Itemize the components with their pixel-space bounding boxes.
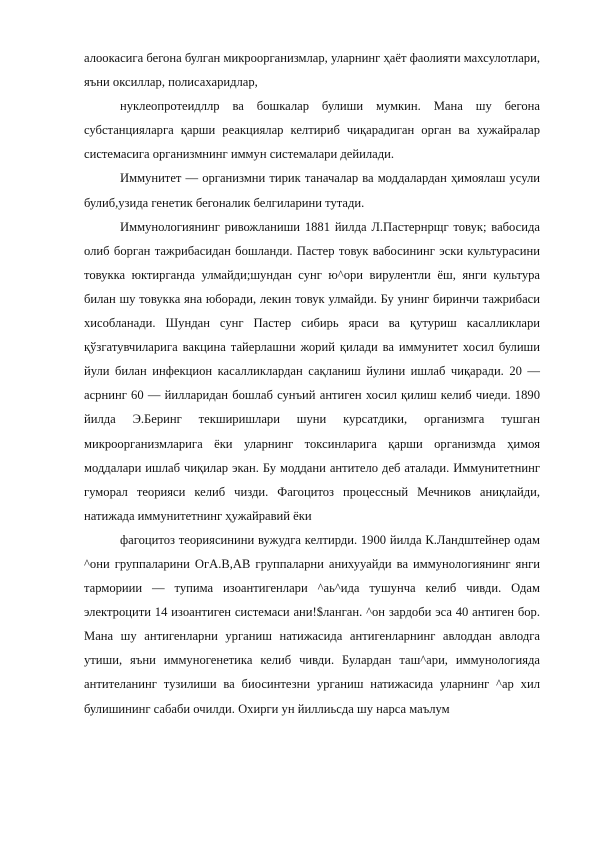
- paragraph-2: нуклеопротеидллр ва бошкалар булиши мумкин. Мана шу бегона субстанцияларга қарши реакциялар келтириб чиқарадиган орган ва хужайралар системасига организмнинг иммун системалари дейилади.: [84, 99, 540, 162]
- body-text: [84, 46, 540, 721]
- paragraph-3: Иммунитет — организмни тирик таначалар ва моддалардан ҳимоялаш усули булиб,узида генетик бегоналик белгиларини тутади.: [84, 171, 540, 210]
- paragraph-1: алоокасига бегона булган микроорганизмлар, уларнинг ҳаёт фаолияти махсулотлари, яъни оксиллар, полисахаридлар,: [84, 51, 540, 90]
- paragraph-4: Иммунологиянинг ривожланиши 1881 йилда Л.Пастернрщг товук; вабосида олиб борган тажрибасидан бошланди. Пастер товук вабосининг эски культурасини товукка юктирганда улмайди;шундан сунг ю^ори вирулентли ёш, янги культура билан шу товукка яна юборади, лекин товук улмайди. Бу унинг биринчи тажрибаси хисобланади. Шундан сунг Пастер сибирь яраси ва қутуриш касалликлари қўзгатувчиларига вакцина тайерлашни жорий қилади ва иммунитет хосил булиши йули билан инфекцион касалликлардан сақланиш йулини ишлаб чиқаради. 20 — асрнинг 60 — йилларидан бошлаб сунъий антиген хосил қилиш келиб чиеди. 1890 йилда Э.Беринг текширишлари шуни курсатдики, организмга тушган микроорганизмларига ёки уларнинг токсинларига қарши организмда ҳимоя моддалари ишлаб чиқилар экан. Бу моддани антитело деб аталади. Иммунитетнинг гуморал теорияси келиб чизди. Фагоцитоз процессный Мечников аниқлайди, натижада иммунитетнинг ҳужайравий ёки: [84, 219, 540, 523]
- paragraph-5: фагоцитоз теориясинини вужудга келтирди. 1900 йилда К.Ландштейнер одам ^они группаларини ОгА.В,АВ группаларни анихууайди ва иммунологиянинг янги тармориии — тупима изоантигенлари ^аь^ида тушунча келиб чивди. Одам электроцити 14 изоантиген системаси ани!$ланган. ^он зардоби эса 40 антиген бор. Мана шу антигенларни урганиш натижасида антигенларнинг авлоддан авлодга утиши, яъни иммуногенетика келиб чивди. Булардан таш^ари, иммунологияда антителанинг тузилиши ва биосинтезни урганиш натижасида уларнинг ^ар хил булишининг сабаби очилди. Охирги ун йиллиьсда шу нарса маълум: [84, 532, 540, 716]
